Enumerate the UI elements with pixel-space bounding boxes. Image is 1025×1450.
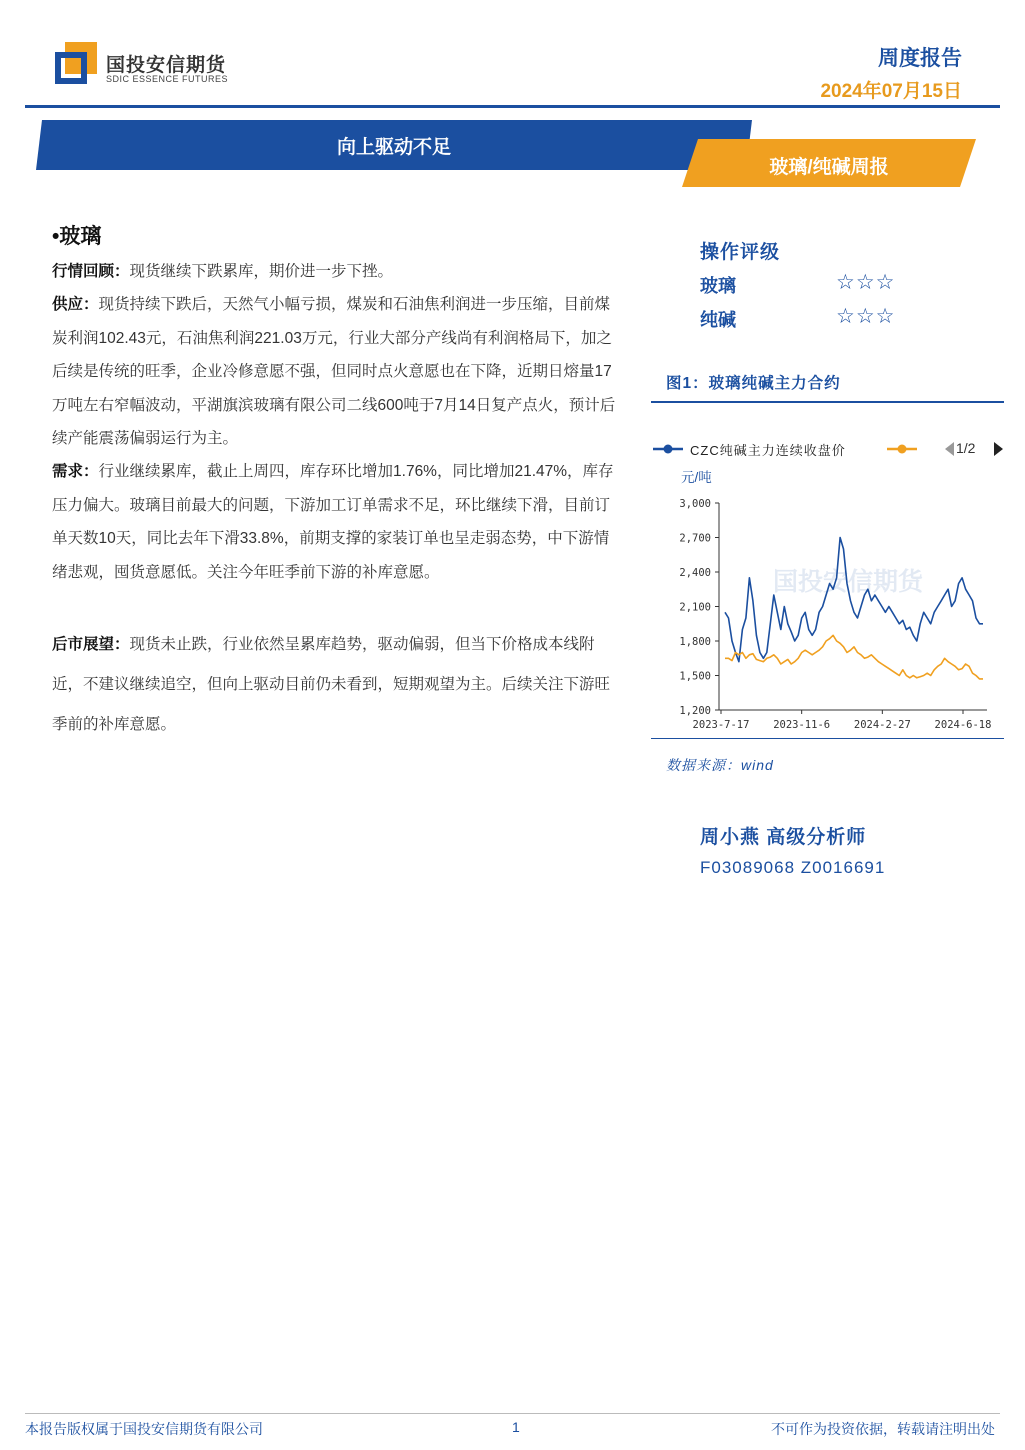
- figure-title: 图1：玻璃纯碱主力合约: [666, 375, 841, 392]
- report-date: 2024年07月15日: [820, 81, 962, 102]
- company-name-cn: 国投安信期货: [106, 55, 227, 76]
- rating-stars-soda-ash: ☆☆☆: [836, 305, 896, 328]
- company-logo-icon: [55, 42, 97, 84]
- report-type: 周度报告: [878, 47, 962, 70]
- paragraph-text: 现货继续下跌累库，期价进一步下挫。: [129, 263, 394, 280]
- paragraph-demand: [52, 455, 618, 589]
- legend-page-indicator[interactable]: 1/2: [956, 440, 976, 456]
- rating-label-soda-ash: 纯碱: [700, 310, 736, 330]
- paragraph-text: 行业继续累库，截止上周四，库存环比增加1.76%，同比增加21.47%，库存压力偏大。玻璃目前最大的问题，下游加工订单需求不足，环比继续下滑，目前订单天数10天，同比去年下滑33.8%，前期支撑的家装订单也呈走弱态势，中下游情绪悲观，囤货意愿低。关注今年旺季前下游的补库意愿。: [52, 463, 614, 581]
- y-tick-label: 1,500: [679, 670, 711, 683]
- paragraph-label: 行情回顾：: [52, 263, 130, 280]
- x-tick-label: 2024-2-27: [853, 719, 911, 731]
- y-tick-label: 2,100: [679, 601, 711, 614]
- prev-page-icon: [945, 442, 954, 456]
- x-tick-label: 2023-7-17: [692, 719, 750, 731]
- figure-top-rule: [651, 401, 1004, 403]
- paragraph-label: 需求：: [52, 463, 99, 480]
- series-line-1: [725, 538, 983, 662]
- y-tick-label: 3,000: [679, 498, 711, 510]
- chart-unit-label: 元/吨: [681, 470, 712, 485]
- paragraph-text: 现货未止跌，行业依然呈累库趋势，驱动偏弱，但当下价格成本线附近，不建议继续追空，但向上驱动目前仍未看到，短期观望为主。后续关注下游旺季前的补库意愿。: [52, 636, 611, 733]
- chart-watermark: 国投安信期货: [773, 567, 924, 596]
- analyst-name: 周小燕 高级分析师: [700, 827, 867, 848]
- line-chart: [651, 490, 1004, 738]
- report-tag: 玻璃/纯碱周报: [769, 157, 889, 178]
- rating-title: 操作评级: [700, 242, 781, 263]
- footer-divider: [25, 1413, 1000, 1414]
- report-title: 向上驱动不足: [336, 137, 451, 158]
- footer-copyright: 本报告版权属于国投安信期货有限公司: [25, 1421, 263, 1437]
- figure-source: 数据来源：wind: [666, 757, 774, 773]
- y-tick-label: 2,700: [679, 532, 711, 545]
- y-tick-label: 1,200: [679, 705, 711, 717]
- figure-bottom-rule: [651, 738, 1004, 739]
- paragraph-label: 供应：: [52, 296, 99, 313]
- company-name-en: SDIC ESSENCE FUTURES: [106, 74, 229, 84]
- next-page-icon: [994, 442, 1003, 456]
- x-tick-label: 2023-11-6: [773, 719, 831, 731]
- rating-stars-glass: ☆☆☆: [836, 271, 896, 294]
- analyst-id: F03089068 Z0016691: [700, 858, 886, 877]
- header-divider: [25, 105, 1000, 108]
- paragraph-outlook: [52, 625, 618, 745]
- legend-series1-marker: [664, 445, 673, 454]
- y-tick-label: 2,400: [679, 567, 711, 579]
- footer-page-number: 1: [512, 1419, 520, 1435]
- legend-series1-label: CZC纯碱主力连续收盘价: [690, 443, 846, 458]
- section-heading: •玻璃: [52, 225, 102, 248]
- paragraph-supply: [52, 288, 618, 456]
- rating-label-glass: 玻璃: [700, 276, 736, 296]
- footer-disclaimer: 不可作为投资依据，转载请注明出处: [771, 1421, 995, 1437]
- paragraph-label: 后市展望：: [52, 636, 130, 653]
- x-tick-label: 2024-6-18: [934, 719, 992, 731]
- legend-series2-marker: [898, 445, 907, 454]
- paragraph-market-review: [52, 255, 618, 289]
- paragraph-text: 现货持续下跌后，天然气小幅亏损，煤炭和石油焦利润进一步压缩，目前煤炭利润102.43元，石油焦利润221.03万元，行业大部分产线尚有利润格局下，加之后续是传统的旺季，企业冷修意愿不强，但同时点火意愿也在下降，近期日熔量17万吨左右窄幅波动，平湖旗滨玻璃有限公司二线600吨于7月14日复产点火，预计后续产能震荡偏弱运行为主。: [52, 296, 616, 447]
- y-tick-label: 1,800: [679, 636, 711, 648]
